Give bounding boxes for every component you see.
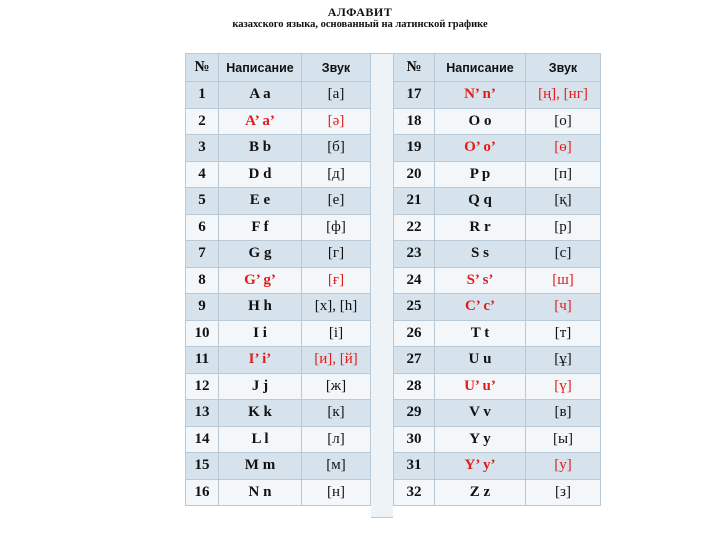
letter-number: 28 (394, 373, 435, 400)
letter-number: 9 (186, 294, 219, 321)
table-row (394, 426, 601, 453)
table-row (186, 479, 371, 506)
letter-sound: [ф] (302, 214, 371, 241)
letter-writing: N n (219, 479, 302, 506)
letter-number: 23 (394, 241, 435, 268)
letter-sound: [ғ] (302, 267, 371, 294)
letter-sound: [х], [h] (302, 294, 371, 321)
letter-sound: [д] (302, 161, 371, 188)
letter-sound: [е] (302, 188, 371, 215)
letter-writing: G’ g’ (219, 267, 302, 294)
letter-writing: L l (219, 426, 302, 453)
letter-writing: Y y (435, 426, 526, 453)
table-row (394, 241, 601, 268)
letter-number: 32 (394, 479, 435, 506)
letter-writing: Y’ y’ (435, 453, 526, 480)
letter-writing: I i (219, 320, 302, 347)
letter-writing: P p (435, 161, 526, 188)
letter-sound: [ө] (526, 135, 601, 162)
page-title: АЛФАВИТ (327, 5, 393, 19)
letter-sound: [л] (302, 426, 371, 453)
letter-number: 31 (394, 453, 435, 480)
table-body-right (394, 82, 601, 506)
letter-number: 13 (186, 400, 219, 427)
letter-writing: K k (219, 400, 302, 427)
letter-number: 20 (394, 161, 435, 188)
table-row (394, 400, 601, 427)
letter-writing: Q q (435, 188, 526, 215)
letter-number: 4 (186, 161, 219, 188)
header-writing: Написание (435, 54, 526, 82)
letter-writing: R r (435, 214, 526, 241)
letter-writing: D d (219, 161, 302, 188)
letter-sound: [ұ] (526, 347, 601, 374)
letter-sound: [ү] (526, 373, 601, 400)
letter-number: 8 (186, 267, 219, 294)
letter-writing: U u (435, 347, 526, 374)
table-row (394, 267, 601, 294)
table-row (186, 188, 371, 215)
header-num: № (186, 54, 219, 82)
letter-writing: M m (219, 453, 302, 480)
table-row (394, 294, 601, 321)
page-subtitle: казахского языка, основанный на латинской графике (232, 19, 488, 30)
letter-number: 10 (186, 320, 219, 347)
letter-writing: C’ c’ (435, 294, 526, 321)
letter-writing: I’ i’ (219, 347, 302, 374)
table-row (394, 108, 601, 135)
table-row (394, 453, 601, 480)
letter-sound: [с] (526, 241, 601, 268)
letter-sound: [в] (526, 400, 601, 427)
letter-number: 21 (394, 188, 435, 215)
letter-sound: [п] (526, 161, 601, 188)
table-row (394, 479, 601, 506)
table-row (186, 347, 371, 374)
table-row (186, 426, 371, 453)
letter-number: 2 (186, 108, 219, 135)
table-row (394, 161, 601, 188)
letter-sound: [і] (302, 320, 371, 347)
letter-number: 27 (394, 347, 435, 374)
letter-sound: [к] (302, 400, 371, 427)
letter-sound: [г] (302, 241, 371, 268)
table-row (186, 135, 371, 162)
letter-writing: G g (219, 241, 302, 268)
table-row (186, 400, 371, 427)
header-writing: Написание (219, 54, 302, 82)
letter-writing: N’ n’ (435, 82, 526, 109)
table-row (394, 320, 601, 347)
table-row (186, 453, 371, 480)
table-row (394, 373, 601, 400)
letter-number: 18 (394, 108, 435, 135)
letter-number: 22 (394, 214, 435, 241)
letter-writing: A’ a’ (219, 108, 302, 135)
letter-writing: H h (219, 294, 302, 321)
letter-sound: [ш] (526, 267, 601, 294)
letter-sound: [қ] (526, 188, 601, 215)
letter-sound: [б] (302, 135, 371, 162)
header-sound: Звук (302, 54, 371, 82)
letter-writing: Z z (435, 479, 526, 506)
letter-number: 14 (186, 426, 219, 453)
letter-number: 16 (186, 479, 219, 506)
header-sound: Звук (526, 54, 601, 82)
table-row (394, 214, 601, 241)
letter-sound: [ң], [нг] (526, 82, 601, 109)
letter-sound: [у] (526, 453, 601, 480)
letter-writing: O’ o’ (435, 135, 526, 162)
letter-writing: V v (435, 400, 526, 427)
letter-sound: [м] (302, 453, 371, 480)
letter-sound: [т] (526, 320, 601, 347)
table-row (186, 108, 371, 135)
letter-number: 1 (186, 82, 219, 109)
table-row (186, 161, 371, 188)
letter-number: 26 (394, 320, 435, 347)
letter-number: 24 (394, 267, 435, 294)
letter-number: 6 (186, 214, 219, 241)
letter-writing: T t (435, 320, 526, 347)
header-num: № (394, 54, 435, 82)
letter-sound: [ж] (302, 373, 371, 400)
letter-number: 11 (186, 347, 219, 374)
letter-writing: B b (219, 135, 302, 162)
letter-writing: S’ s’ (435, 267, 526, 294)
letter-sound: [ә] (302, 108, 371, 135)
letter-sound: [ч] (526, 294, 601, 321)
table-row (394, 347, 601, 374)
letter-number: 7 (186, 241, 219, 268)
letter-sound: [а] (302, 82, 371, 109)
letter-writing: U’ u’ (435, 373, 526, 400)
letter-sound: [и], [й] (302, 347, 371, 374)
letter-writing: A a (219, 82, 302, 109)
letter-writing: O o (435, 108, 526, 135)
table-row (186, 294, 371, 321)
letter-number: 17 (394, 82, 435, 109)
letter-number: 30 (394, 426, 435, 453)
letter-number: 19 (394, 135, 435, 162)
table-header-row (186, 54, 371, 82)
letter-writing: J j (219, 373, 302, 400)
alphabet-table-left (185, 53, 371, 506)
letter-number: 25 (394, 294, 435, 321)
table-header-row (394, 54, 601, 82)
table-row (394, 82, 601, 109)
table-row (186, 267, 371, 294)
letter-number: 12 (186, 373, 219, 400)
table-row (394, 135, 601, 162)
letter-sound: [н] (302, 479, 371, 506)
letter-writing: S s (435, 241, 526, 268)
alphabet-table-right (393, 53, 601, 506)
table-row (186, 214, 371, 241)
table-row (394, 188, 601, 215)
letter-number: 3 (186, 135, 219, 162)
table-row (186, 320, 371, 347)
letter-sound: [о] (526, 108, 601, 135)
letter-writing: F f (219, 214, 302, 241)
table-row (186, 82, 371, 109)
letter-number: 29 (394, 400, 435, 427)
table-row (186, 373, 371, 400)
column-gap (371, 53, 393, 518)
letter-number: 5 (186, 188, 219, 215)
letter-sound: [р] (526, 214, 601, 241)
letter-number: 15 (186, 453, 219, 480)
letter-sound: [ы] (526, 426, 601, 453)
table-row (186, 241, 371, 268)
table-body-left (186, 82, 371, 506)
letter-writing: E e (219, 188, 302, 215)
letter-sound: [з] (526, 479, 601, 506)
